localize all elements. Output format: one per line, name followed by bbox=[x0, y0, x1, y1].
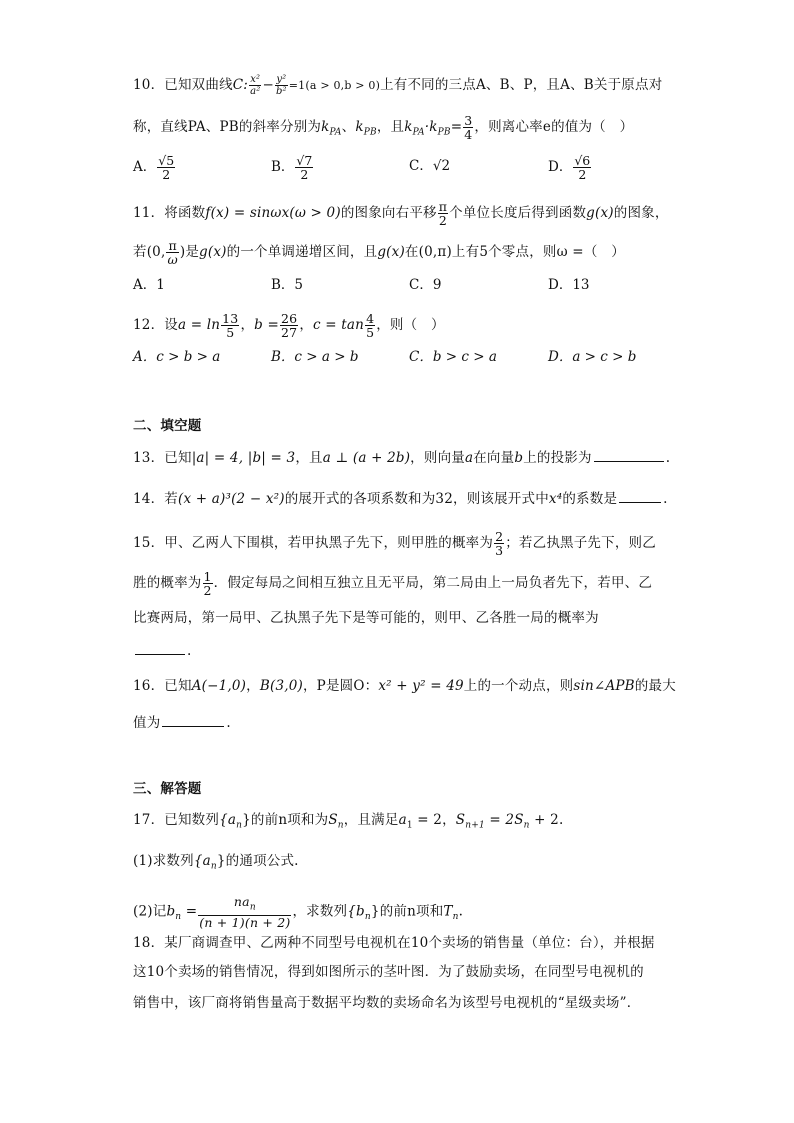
q11-option-d[interactable]: D．13 bbox=[548, 277, 590, 293]
q11-option-a[interactable]: A．1 bbox=[133, 277, 165, 293]
q12-option-d[interactable]: D．a > c > b bbox=[548, 349, 637, 365]
q11-line1: 11．将函数f(x) = sinωx(ω > 0)的图象向右平移 $\frac{\pi}{2}$ 个单位长度后得到函数g(x)的图象， bbox=[133, 199, 669, 228]
q12-line: 12．设a = ln $\frac{13}{5}$ ，b = $\frac{26}{27}$ ，c = tan $\frac{4}{5}$ ，则（ ） bbox=[133, 311, 445, 340]
q10-text-d: ，则离心率e的值为（ ） bbox=[474, 119, 634, 135]
q16-line2: 值为 . bbox=[133, 712, 231, 732]
q10-frac-y: $\frac{\text{y²}}{\text{b²}}$ bbox=[275, 74, 287, 97]
q10-eq-tail: =1(a > 0,b > 0) bbox=[288, 79, 381, 92]
q18-line1: 18．某厂商调查甲、乙两种不同型号电视机在10个卖场的销售量（单位：台），并根据 bbox=[133, 935, 655, 951]
section-solution-heading: 三、解答题 bbox=[133, 781, 202, 797]
q12-option-b[interactable]: B．c > a > b bbox=[271, 349, 359, 365]
q15-line1: 15．甲、乙两人下围棋，若甲执黑子先下，则甲胜的概率为 $\frac{2}{3}$ ；若乙执黑子先下，则乙 bbox=[133, 529, 656, 558]
q18-line2: 这10个卖场的销售情况，得到如图所示的茎叶图．为了鼓励卖场，在同型号电视机的 bbox=[133, 964, 644, 980]
q10-text: 10．已知双曲线 bbox=[133, 77, 233, 93]
q17-frac: $\frac{na_n}{(n + 1)(n + 2)}$ bbox=[199, 894, 291, 930]
q11-line2: 若(0, $\frac{\pi}{\omega}$ )是g(x)的一个单调递增区间，且g(x)在(0,π)上有5个零点，则ω =（ ） bbox=[133, 238, 625, 267]
q10-frac-3-4: $\frac{3}{4}$ bbox=[464, 113, 473, 142]
q10-option-c[interactable]: C．√2 bbox=[409, 158, 451, 174]
q17-line1: 17．已知数列$\{a_n\}$的前n项和为$S_n$，且满足$a_1 = 2$，$S_{n+1} = 2S_n + 2$. bbox=[133, 812, 564, 831]
q10-curve-label: C: bbox=[232, 77, 249, 93]
q10-line1: 10．已知双曲线C: $\frac{\text{x²}}{\text{a²}}$ − $\frac{\text{y²}}{\text{b²}}$ =1(a > 0,b > 0)上有不同的三点A、B、P，且A、B关于原点对 bbox=[133, 74, 663, 97]
q14-line: 14．若(x + a)³(2 − x²)的展开式的各项系数和为32，则该展开式中x⁴的系数是 . bbox=[133, 488, 668, 508]
q10-option-b[interactable]: B． $\frac{√7}{2}$ bbox=[271, 153, 313, 182]
q17-part1: (1)求数列$\{a_n\}$的通项公式. bbox=[133, 853, 299, 872]
q13-line: 13．已知|a| = 4, |b| = 3，且a ⊥ (a + 2b)，则向量a在向量b上的投影为 . bbox=[133, 447, 670, 467]
q15-line2: 胜的概率为 $\frac{1}{2}$ ．假定每局之间相互独立且无平局，第二局由上一局负者先下，若甲、乙 bbox=[133, 569, 653, 598]
q15-answer-blank[interactable] bbox=[135, 640, 185, 655]
q10-text-c: 称，直线PA、PB的斜率分别为 bbox=[133, 119, 322, 135]
q12-option-c[interactable]: C．b > c > a bbox=[409, 349, 497, 365]
q10-option-a[interactable]: A． $\frac{√5}{2}$ bbox=[133, 153, 175, 182]
q13-answer-blank[interactable] bbox=[594, 447, 664, 462]
q12-option-a[interactable]: A．c > b > a bbox=[133, 349, 221, 365]
q11-frac-pi-2: $\frac{\pi}{2}$ bbox=[438, 199, 448, 228]
q10-line2: 称，直线PA、PB的斜率分别为$k_{PA}$、$k_{PB}$，且$k_{PA}\cdot k_{PB}=$ $\frac{3}{4}$ ，则离心率e的值为（ ） bbox=[133, 113, 634, 142]
q16-answer-blank[interactable] bbox=[162, 712, 224, 727]
q11-option-c[interactable]: C．9 bbox=[409, 277, 442, 293]
q10-frac-x: $\frac{\text{x²}}{\text{a²}}$ bbox=[250, 74, 261, 97]
section-fill-in-heading: 二、填空题 bbox=[133, 418, 202, 434]
q15-line3: 比赛两局，第一局甲、乙执黑子先下是等可能的，则甲、乙各胜一局的概率为 bbox=[133, 610, 599, 626]
q17-part2: (2)记$b_n$ = $\frac{na_n}{(n + 1)(n + 2)}$ ，求数列$\{b_n\}$的前n项和$T_n$. bbox=[133, 894, 464, 930]
q10-option-d[interactable]: D． $\frac{√6}{2}$ bbox=[548, 153, 591, 182]
q18-line3: 销售中，该厂商将销售量高于数据平均数的卖场命名为该型号电视机的“星级卖场”． bbox=[133, 995, 641, 1011]
q11-option-b[interactable]: B．5 bbox=[271, 277, 304, 293]
q10-text-b: 上有不同的三点A、B、P，且A、B关于原点对 bbox=[380, 77, 663, 93]
q15-line4: . bbox=[133, 640, 192, 660]
q11-frac-pi-omega: $\frac{\pi}{\omega}$ bbox=[167, 238, 178, 267]
q14-answer-blank[interactable] bbox=[619, 488, 661, 503]
q16-line1: 16．已知A(−1,0)，B(3,0)，P是圆O：x² + y² = 49上的一个动点，则sin∠APB的最大 bbox=[133, 678, 676, 694]
q11-function: f(x) = sinωx(ω > 0) bbox=[205, 205, 341, 221]
